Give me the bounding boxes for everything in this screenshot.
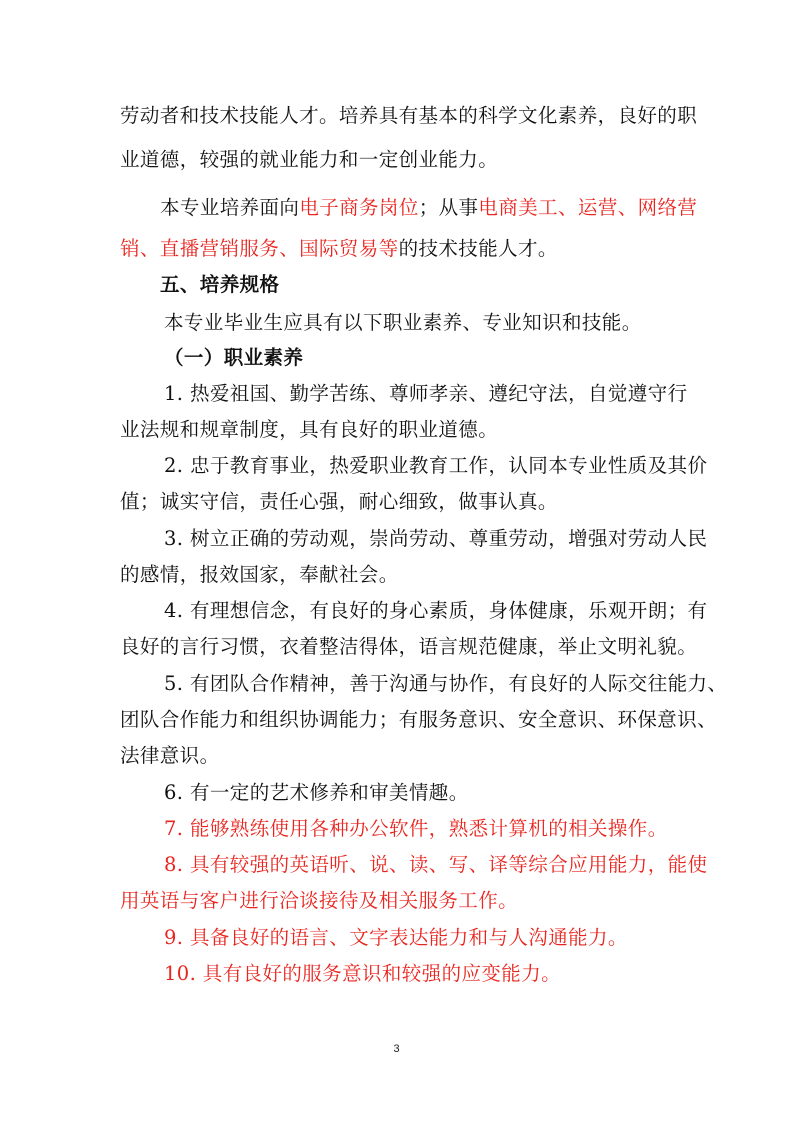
item-6-line-1: 6. 有一定的艺术修养和审美情趣。 bbox=[164, 781, 469, 804]
section-title: 五、培养规格 bbox=[160, 273, 280, 296]
item-4-line-2: 良好的言行习惯，衣着整洁得体，语言规范健康，举止文明礼貌。 bbox=[120, 635, 698, 658]
item-8-line-2: 用英语与客户进行洽谈接待及相关服务工作。 bbox=[120, 889, 519, 912]
item-4-line-1: 4. 有理想信念，有良好的身心素质，身体健康，乐观开朗；有 bbox=[164, 599, 708, 622]
item-1-line-1: 1. 热爱祖国、勤学苦练、尊师孝亲、遵纪守法，自觉遵守行 bbox=[164, 382, 688, 405]
page-number: 3 bbox=[393, 1043, 400, 1055]
target-paragraph-line-1 bbox=[160, 196, 697, 220]
section-intro: 本专业毕业生应具有以下职业素养、专业知识和技能。 bbox=[164, 311, 642, 334]
target-highlight-jobs-1: 电商美工、运营、网络营 bbox=[478, 196, 698, 219]
target-highlight-position: 电子商务岗位 bbox=[299, 196, 419, 219]
target-text-f: 的技术技能人才。 bbox=[398, 237, 558, 260]
item-5-line-2: 团队合作能力和组织协调能力；有服务意识、安全意识、环保意识、 bbox=[120, 708, 718, 731]
target-paragraph-line-2 bbox=[120, 237, 558, 261]
target-highlight-jobs-2: 销、直播营销服务、国际贸易等 bbox=[120, 237, 399, 260]
intro-paragraph-line-2: 业道德，较强的就业能力和一定创业能力。 bbox=[120, 148, 499, 171]
target-text-a: 本专业培养面向 bbox=[160, 196, 300, 219]
item-10-line-1: 10. 具有良好的服务意识和较强的应变能力。 bbox=[164, 962, 562, 985]
item-2-line-2: 值；诚实守信，责任心强，耐心细致，做事认真。 bbox=[120, 490, 558, 513]
item-5-line-3: 法律意识。 bbox=[120, 744, 220, 767]
item-2-line-1: 2. 忠于教育事业，热爱职业教育工作，认同本专业性质及其价 bbox=[164, 454, 708, 477]
intro-paragraph-line-1: 劳动者和技术技能人才。培养具有基本的科学文化素养，良好的职 bbox=[120, 104, 698, 127]
item-3-line-2: 的感情，报效国家，奉献社会。 bbox=[120, 563, 399, 586]
item-7-line-1: 7. 能够熟练使用各种办公软件，熟悉计算机的相关操作。 bbox=[164, 817, 668, 840]
item-8-line-1: 8. 具有较强的英语听、说、读、写、译等综合应用能力，能使 bbox=[164, 853, 708, 876]
item-9-line-1: 9. 具备良好的语言、文字表达能力和与人沟通能力。 bbox=[164, 926, 628, 949]
subsection-title: （一）职业素养 bbox=[164, 346, 304, 369]
target-text-c: ；从事 bbox=[418, 196, 479, 219]
item-5-line-1: 5. 有团队合作精神，善于沟通与协作，有良好的人际交往能力、 bbox=[164, 672, 728, 695]
item-3-line-1: 3. 树立正确的劳动观，崇尚劳动、尊重劳动，增强对劳动人民 bbox=[164, 527, 708, 550]
item-1-line-2: 业法规和规章制度，具有良好的职业道德。 bbox=[120, 418, 499, 441]
